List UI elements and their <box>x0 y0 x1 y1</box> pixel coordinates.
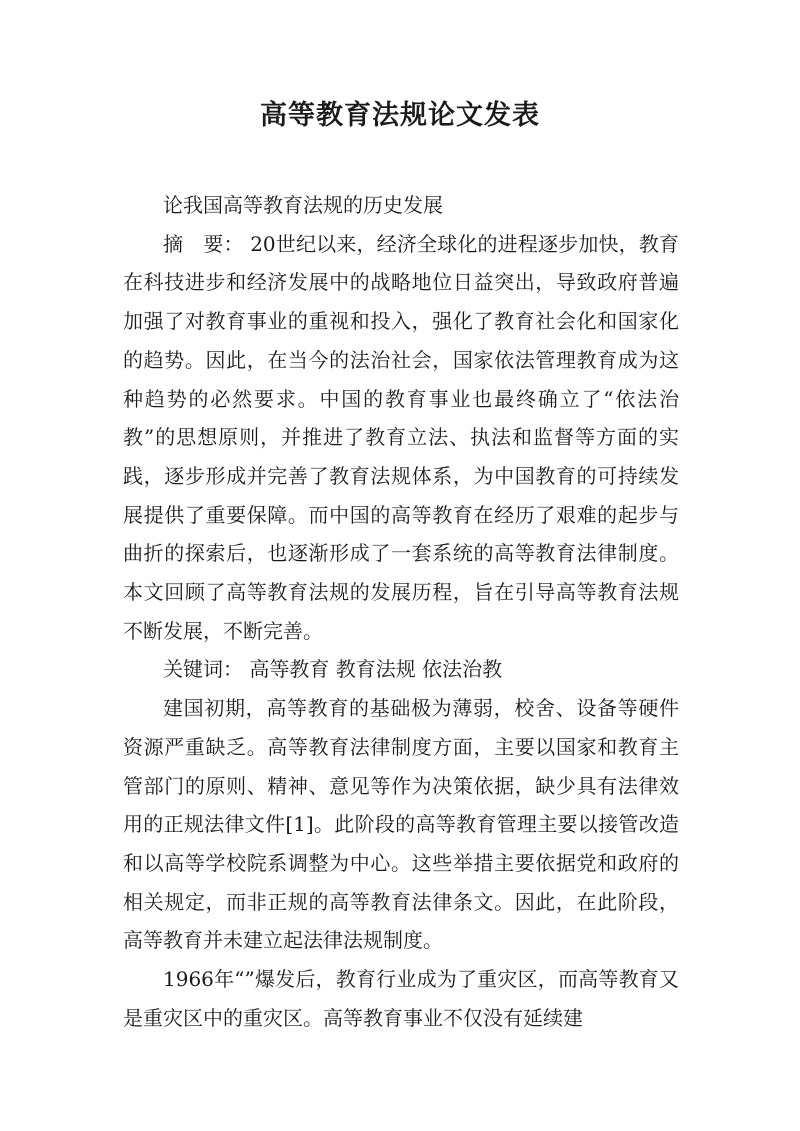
paragraph-body-2: 1966年“”爆发后，教育行业成为了重灾区，而高等教育又是重灾区中的重灾区。高等教育事业不仅没有延续建 <box>123 967 679 1030</box>
paragraph-body-1: 建国初期，高等教育的基础极为薄弱，校舍、设备等硬件资源严重缺乏。高等教育法律制度方面，主要以国家和教育主管部门的原则、精神、意见等作为决策依据，缺少具有法律效用的正规法律文件[1]。此阶段的高等教育管理主要以接管改造和以高等学校院系调整为中心。这些举措主要依据党和政府的相关规定，而非正规的高等教育法律条文。因此，在此阶段，高等教育并未建立起法律法规制度。 <box>123 696 679 953</box>
paragraph-keywords: 关键词： 高等教育 教育法规 依法治教 <box>163 657 503 682</box>
paragraph-abstract: 摘 要： 20世纪以来，经济全球化的进程逐步加快，教育在科技进步和经济发展中的战略地位日益突出，导致政府普遍加强了对教育事业的重视和投入，强化了教育社会化和国家化的趋势。因此，在当今的法治社会，国家依法管理教育成为这种趋势的必然要求。中国的教育事业也最终确立了“依法治教”的思想原则，并推进了教育立法、执法和监督等方面的实践，逐步形成并完善了教育法规体系，为中国教育的可持续发展提供了重要保障。而中国的高等教育在经历了艰难的起步与曲折的探索后，也逐渐形成了一套系统的高等教育法律制度。本文回顾了高等教育法规的发展历程，旨在引导高等教育法规不断发展，不断完善。 <box>123 231 679 643</box>
document-body <box>123 186 679 1037</box>
paragraph-subtitle: 论我国高等教育法规的历史发展 <box>163 193 443 217</box>
document-title: 高等教育法规论文发表 <box>260 100 540 131</box>
